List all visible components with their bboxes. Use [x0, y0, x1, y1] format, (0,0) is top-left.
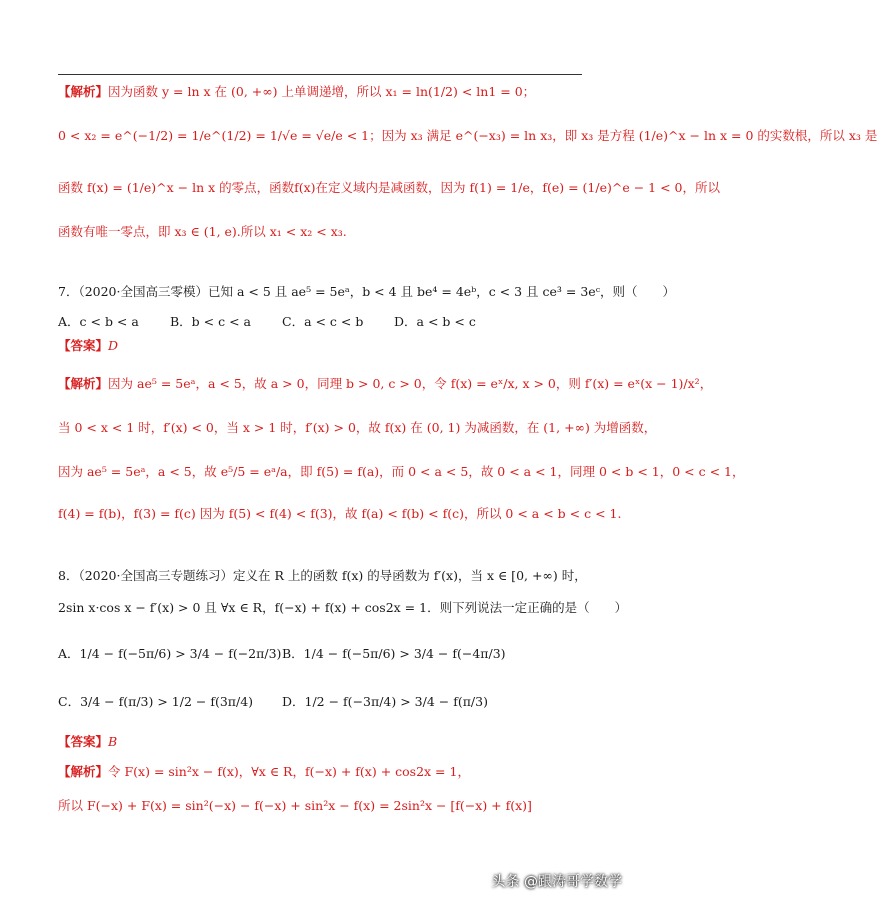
prev-solution-line-2: 0 < x₂ = e^(−1/2) = 1/e^(1/2) = 1/√e = √e/e < 1；因为 x₃ 满足 e^(−x₃) = ln x₃，即 x₃ 是方程 (1/e)^x − ln x = 0 的实数根，所以 x₃ 是	[58, 128, 877, 143]
top-rule	[58, 74, 582, 75]
q7-answer: D	[108, 338, 119, 353]
q8-option-b: B．1/4 − f(−5π/6) > 3/4 − f(−4π/3)	[282, 646, 506, 661]
answer-tag: 【答案】	[58, 338, 109, 353]
q8-solution-line-1	[58, 762, 600, 782]
solution-text: 因为函数 y = ln x 在 (0, +∞) 上单调递增，所以 x₁ = ln(1/2) < ln1 = 0；	[108, 84, 536, 99]
solution-tag: 【解析】	[58, 764, 109, 779]
q7-solution-line-2: 当 0 < x < 1 时，f′(x) < 0，当 x > 1 时，f′(x) > 0，故 f(x) 在 (0, 1) 为减函数，在 (1, +∞) 为增函数，	[58, 420, 657, 435]
q8-option-d: D．1/2 − f(−3π/4) > 3/4 − f(π/3)	[282, 694, 488, 709]
watermark: 头条 @跟涛哥学数学	[491, 874, 622, 890]
solution-tag: 【解析】	[58, 84, 109, 99]
solution-tag: 【解析】	[58, 376, 109, 391]
prev-solution-line-1	[58, 82, 600, 102]
q7-option-a: A．c < b < a	[58, 314, 139, 329]
q7-option-c: C．a < c < b	[282, 314, 364, 329]
q7-option-d: D．a < b < c	[394, 314, 476, 329]
solution-text: 因为 ae⁵ = 5eᵃ，a < 5，故 a > 0，同理 b > 0, c > 0，令 f(x) = eˣ/x, x > 0，则 f′(x) = eˣ(x − 1)/x²，	[108, 376, 713, 391]
q8-stem-2: 2sin x·cos x − f′(x) > 0 且 ∀x ∈ R，f(−x) + f(x) + cos2x = 1．则下列说法一定正确的是（ ）	[58, 600, 628, 615]
q7-solution-line-3: 因为 ae⁵ = 5eᵃ，a < 5，故 e⁵/5 = eᵃ/a，即 f(5) = f(a)，而 0 < a < 5，故 0 < a < 1，同理 0 < b < 1，0 < c < 1，	[58, 464, 745, 479]
q7-solution-line-4: f(4) = f(b)，f(3) = f(c) 因为 f(5) < f(4) < f(3)，故 f(a) < f(b) < f(c)，所以 0 < a < b < c < 1.	[58, 506, 622, 521]
prev-solution-line-4: 函数有唯一零点，即 x₃ ∈ (1, e).所以 x₁ < x₂ < x₃.	[58, 224, 347, 239]
q7-stem: 7．（2020·全国高三零模）已知 a < 5 且 ae⁵ = 5eᵃ，b < 4 且 be⁴ = 4eᵇ，c < 3 且 ce³ = 3eᶜ，则（ ）	[58, 284, 676, 299]
answer-tag: 【答案】	[58, 734, 109, 749]
solution-text: 令 F(x) = sin²x − f(x)，∀x ∈ R，f(−x) + f(x) + cos2x = 1，	[108, 764, 470, 779]
q8-answer: B	[108, 734, 118, 749]
q8-solution-line-2: 所以 F(−x) + F(x) = sin²(−x) − f(−x) + sin²x − f(x) = 2sin²x − [f(−x) + f(x)]	[58, 798, 532, 813]
q7-option-b: B．b < c < a	[170, 314, 251, 329]
q8-answer-line	[58, 732, 600, 752]
q8-stem-1: 8．（2020·全国高三专题练习）定义在 R 上的函数 f(x) 的导函数为 f′(x)，当 x ∈ [0, +∞) 时，	[58, 568, 587, 583]
q7-solution-line-1	[58, 374, 713, 394]
prev-solution-line-3: 函数 f(x) = (1/e)^x − ln x 的零点，函数f(x)在定义域内是减函数，因为 f(1) = 1/e，f(e) = (1/e)^e − 1 < 0，所以	[58, 180, 720, 195]
q7-answer-line	[58, 336, 600, 356]
q8-option-a: A．1/4 − f(−5π/6) > 3/4 − f(−2π/3)	[58, 646, 282, 661]
q8-option-c: C．3/4 − f(π/3) > 1/2 − f(3π/4)	[58, 694, 254, 709]
